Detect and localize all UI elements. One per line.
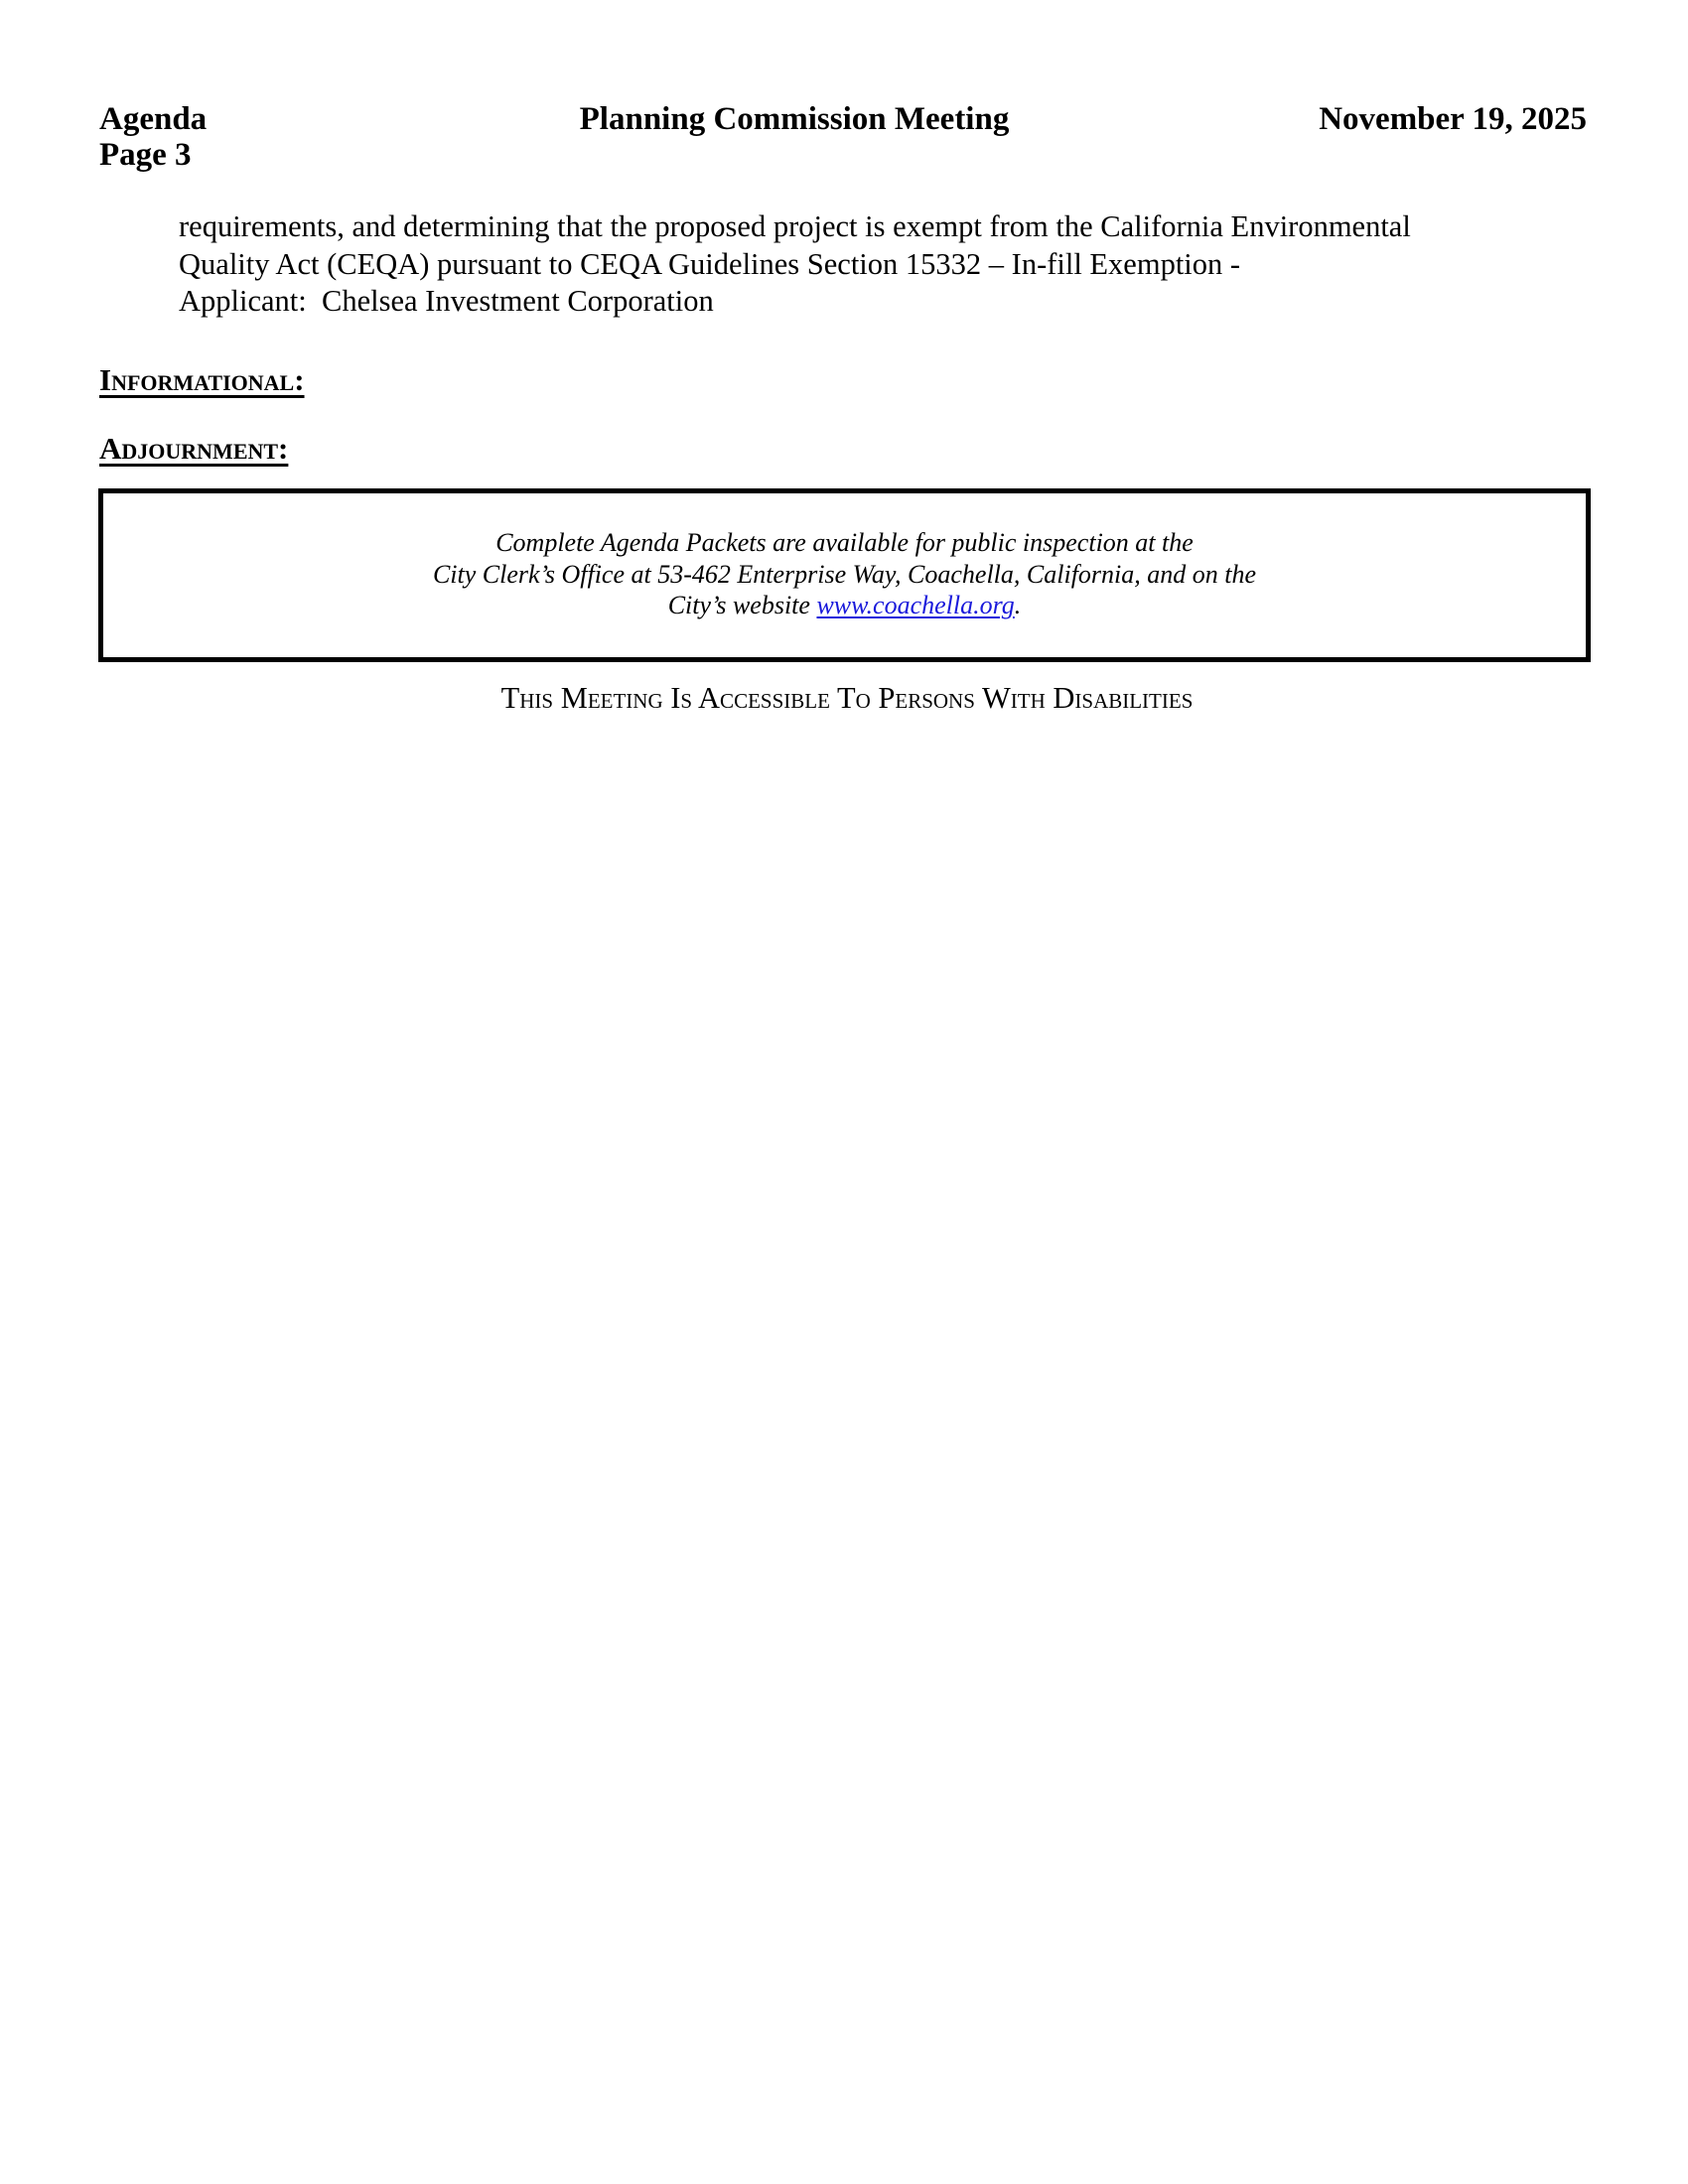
website-label: City’s website	[667, 591, 817, 619]
header-page-number: Page 3	[99, 137, 192, 173]
agenda-item-continuation	[179, 208, 1411, 321]
header-meeting-date: November 19, 2025	[1319, 101, 1587, 137]
section-heading-adjournment: Adjournment:	[99, 431, 289, 466]
accessibility-notice: This Meeting Is Accessible To Persons With Disabilities	[500, 681, 1194, 715]
body-line: requirements, and determining that the proposed project is exempt from the California Environmental	[179, 209, 1411, 243]
header-document-type: Agenda	[99, 101, 208, 137]
meeting-title-text: Planning Commission Meeting	[579, 101, 1010, 137]
city-website-link[interactable]: www.coachella.org	[816, 591, 1015, 619]
notice-text	[103, 527, 1586, 621]
body-line: Quality Act (CEQA) pursuant to CEQA Guidelines Section 15332 – In-fill Exemption -	[179, 246, 1241, 281]
notice-line-1: Complete Agenda Packets are available for public inspection at the	[495, 528, 1194, 557]
agenda-packet-notice-box	[98, 488, 1591, 662]
notice-period: .	[1014, 591, 1022, 619]
body-line: Applicant: Chelsea Investment Corporation	[179, 284, 714, 318]
notice-line-3	[103, 590, 1586, 621]
notice-line-2: City Clerk’s Office at 53-462 Enterprise Way, Coachella, California, and on the	[432, 559, 1257, 589]
section-heading-informational: Informational:	[99, 362, 305, 397]
